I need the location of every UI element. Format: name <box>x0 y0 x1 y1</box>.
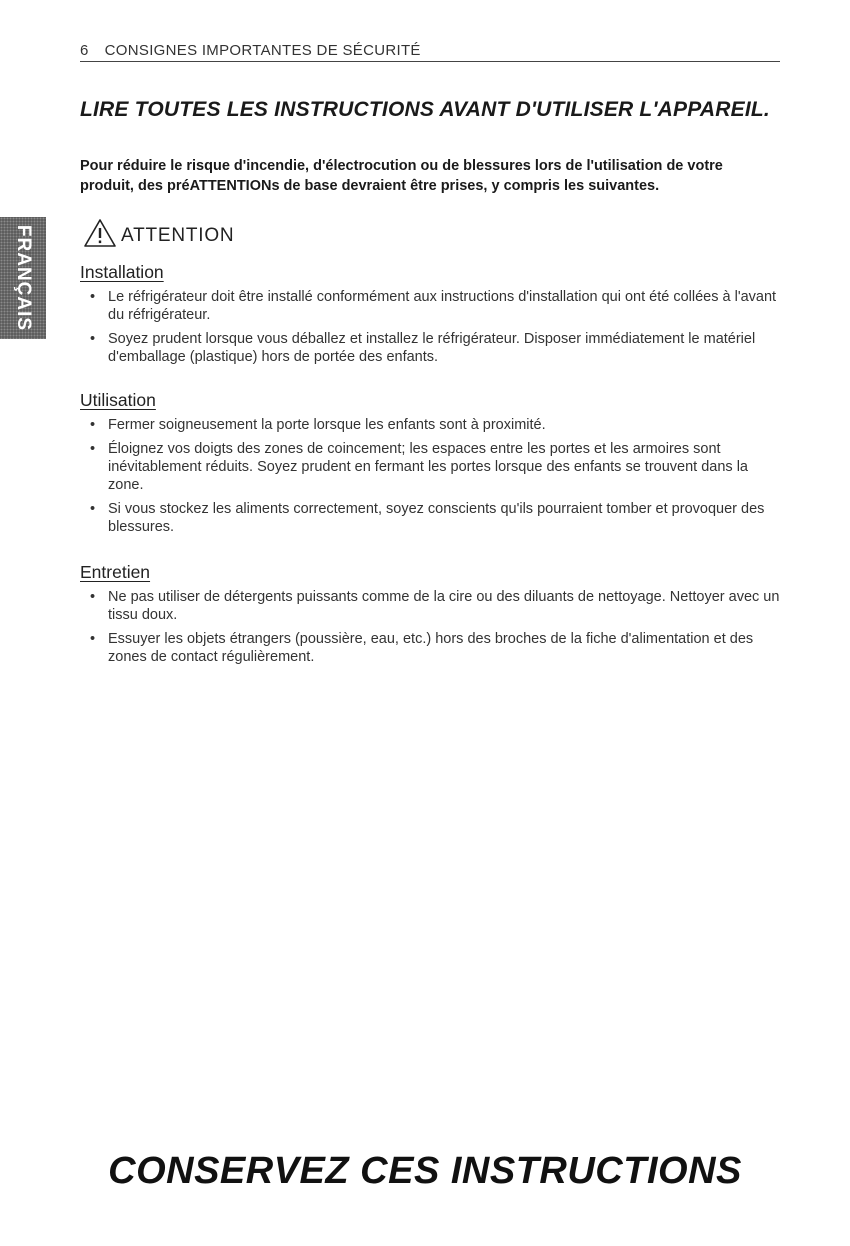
language-tab <box>0 217 46 339</box>
section-utilisation <box>80 390 780 542</box>
section-heading: Utilisation <box>80 390 156 410</box>
language-tab-label: FRANÇAIS <box>13 224 34 332</box>
intro-paragraph: Pour réduire le risque d'incendie, d'électrocution ou de blessures lors de l'utilisation de votre produit, des préATTENTIONs de base devraient être prises, y compris les suivantes. <box>80 158 723 194</box>
bullet-list <box>80 288 780 366</box>
list-item: • Fermer soigneusement la porte lorsque les enfants sont à proximité. <box>80 416 780 434</box>
section-heading: Installation <box>80 262 164 282</box>
list-item: • Soyez prudent lorsque vous déballez et installez le réfrigérateur. Disposer immédiatement le matériel d'emballage (plastique) hors de portée des enfants. <box>80 330 780 366</box>
list-item: • Éloignez vos doigts des zones de coincement; les espaces entre les portes et les armoires sont inévitablement réduits. Soyez prudent en fermant les portes lorsque des enfants se trouvent dans la zone. <box>80 440 780 494</box>
list-item: • Essuyer les objets étrangers (poussière, eau, etc.) hors des broches de la fiche d'alimentation et des zones de contact régulièrement. <box>80 630 780 666</box>
page-header <box>80 42 780 62</box>
attention-heading <box>83 218 234 248</box>
list-item: • Si vous stockez les aliments correctement, soyez conscients qu'ils pourraient tomber et provoquer des blessures. <box>80 500 780 536</box>
attention-label: ATTENTION <box>121 225 235 246</box>
section-installation <box>80 262 780 372</box>
footer-title: CONSERVEZ CES INSTRUCTIONS <box>108 1150 742 1192</box>
list-item: • Ne pas utiliser de détergents puissants comme de la cire ou des diluants de nettoyage. Nettoyer avec un tissu doux. <box>80 588 780 624</box>
page-title: LIRE TOUTES LES INSTRUCTIONS AVANT D'UTILISER L'APPAREIL. <box>80 98 770 121</box>
bullet-list <box>80 588 780 666</box>
warning-triangle-icon <box>83 218 117 248</box>
page-number: 6 <box>80 42 89 59</box>
list-item: • Le réfrigérateur doit être installé conformément aux instructions d'installation qui ont été collées à l'avant du réfrigérateur. <box>80 288 780 324</box>
section-entretien <box>80 562 780 672</box>
section-heading: Entretien <box>80 562 151 582</box>
bullet-list <box>80 416 780 536</box>
header-section-title: CONSIGNES IMPORTANTES DE SÉCURITÉ <box>104 42 421 59</box>
